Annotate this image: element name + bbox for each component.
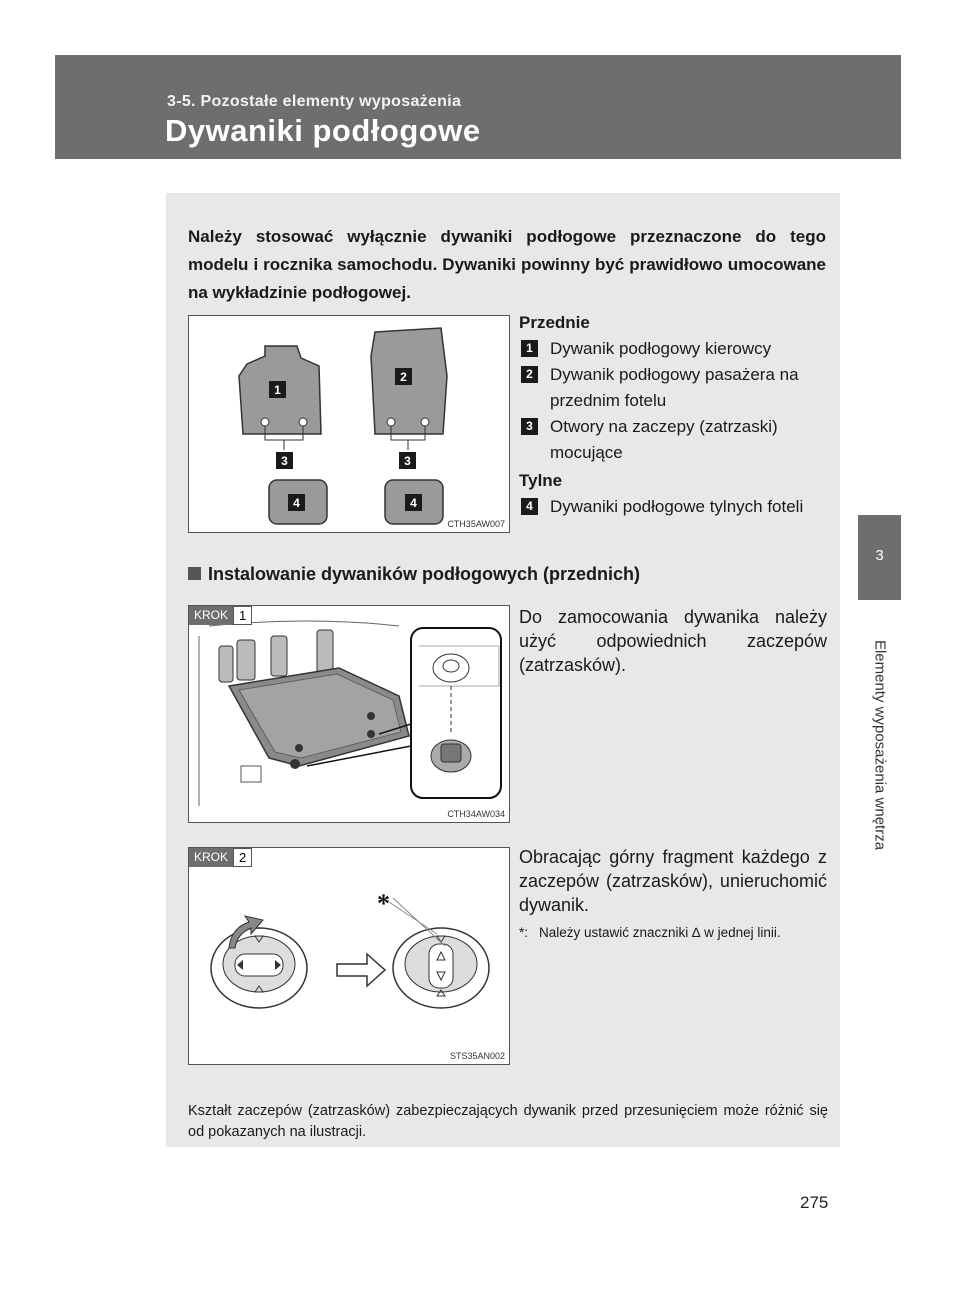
chapter-number: 3 <box>875 547 884 564</box>
page-title: Dywaniki podłogowe <box>165 113 481 148</box>
figure-code: CTH35AW007 <box>447 519 505 529</box>
intro-text: Należy stosować wyłącznie dywaniki podłogowe przeznaczone do tego modelu i rocznika samochodu. Dywaniki powinny być prawidłowo umocowane na wykładzinie podłogowej. <box>188 227 826 302</box>
callout-3-right: 3 <box>404 454 411 468</box>
legend-item <box>519 414 827 466</box>
footer-note: Kształt zaczepów (zatrzasków) zabezpieczających dywanik przed przesunięciem może różnić się od pokazanych na ilustracji. <box>188 1103 828 1140</box>
legend-item <box>519 336 827 362</box>
square-bullet-icon <box>188 567 201 580</box>
legend-text: Dywanik podłogowy pasażera na przednim fotelu <box>550 365 799 410</box>
step-label: KROK <box>189 848 233 867</box>
figure-code: STS35AN002 <box>449 1051 505 1061</box>
step2-note <box>519 923 827 942</box>
mat-clip-illustration <box>189 606 509 822</box>
mat-legend <box>519 310 827 520</box>
legend-number: 2 <box>521 366 538 383</box>
asterisk-marker: * <box>377 889 390 918</box>
page-number: 275 <box>800 1193 829 1212</box>
page-header <box>55 55 901 159</box>
legend-text: Dywanik podłogowy kierowcy <box>550 339 772 358</box>
callout-2: 2 <box>400 370 407 384</box>
step2-badge <box>189 848 252 867</box>
legend-front-heading: Przednie <box>519 313 590 332</box>
floor-mats-illustration <box>189 316 509 532</box>
step-number: 2 <box>233 848 252 867</box>
legend-text: Dywaniki podłogowe tylnych foteli <box>550 497 804 516</box>
chapter-tab[interactable] <box>858 515 901 600</box>
section-label: 3-5. Pozostałe elementy wyposażenia <box>167 93 462 110</box>
legend-number: 3 <box>521 418 538 435</box>
callout-4-right: 4 <box>410 496 417 510</box>
note-marker: *: <box>519 925 529 940</box>
step1-figure <box>188 605 510 823</box>
step-number: 1 <box>233 606 252 625</box>
step1-text: Do zamocowania dywanika należy użyć odpowiednich zaczepów (zatrzasków). <box>519 607 827 675</box>
legend-item <box>519 494 827 520</box>
content-panel <box>166 193 840 1147</box>
legend-item <box>519 362 827 414</box>
note-text: Należy ustawić znaczniki ∆ w jednej linii. <box>539 925 781 940</box>
legend-number: 1 <box>521 340 538 357</box>
callout-4-left: 4 <box>293 496 300 510</box>
legend-text: Otwory na zaczepy (zatrzaski) mocujące <box>550 417 778 462</box>
step2-figure <box>188 847 510 1065</box>
figure-code: CTH34AW034 <box>447 809 505 819</box>
step2-text: Obracając górny fragment każdego z zaczepów (zatrzasków), unieruchomić dywanik. <box>519 847 827 915</box>
callout-1: 1 <box>274 383 281 397</box>
legend-number: 4 <box>521 498 538 515</box>
step1-badge <box>189 606 252 625</box>
step-label: KROK <box>189 606 233 625</box>
chapter-title-vertical <box>858 600 901 890</box>
install-heading-text: Instalowanie dywaników podłogowych (przednich) <box>208 564 641 584</box>
legend-rear-heading: Tylne <box>519 471 563 490</box>
install-heading <box>188 564 640 585</box>
chapter-title: Elementy wyposażenia wnętrza <box>871 639 888 851</box>
floor-mats-figure <box>188 315 510 533</box>
clip-rotation-illustration <box>189 848 509 1064</box>
callout-3-left: 3 <box>281 454 288 468</box>
